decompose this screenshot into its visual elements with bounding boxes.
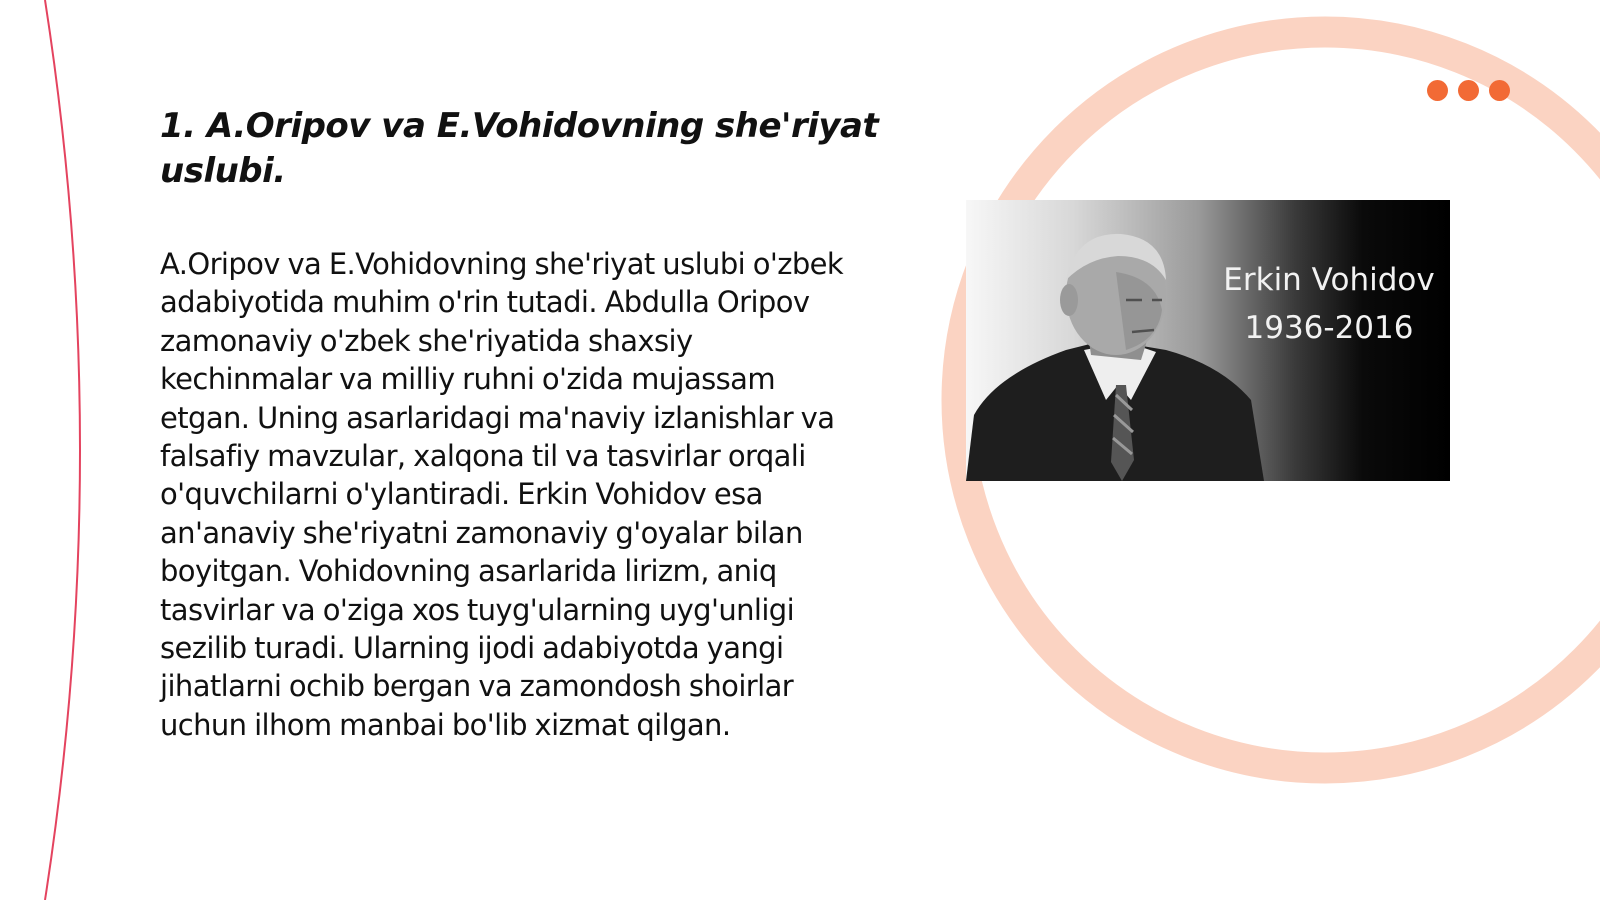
slide-paragraph: A.Oripov va E.Vohidovning she'riyat uslubi o'zbek adabiyotida muhim o'rin tutadi. Abdulla Oripov zamonaviy o'zbek she'riyatida shaxsiy kechinmalar va milliy ruhni o'zida mujassam etgan. Uning asarlaridagi ma'naviy izlanishlar va falsafiy mavzular, xalqona til va tasvirlar orqali o'quvchilarni o'ylantiradi. Erkin Vohidov esa an'anaviy she'riyatni zamonaviy g'oyalar bilan boyitgan. Vohidovning asarlarida lirizm, aniq tasvirlar va o'ziga xos tuyg'ularning uyg'unligi sezilib turadi. Ularning ijodi adabiyotda yangi jihatlarni ochib bergan va zamondosh shoirlar uchun ilhom manbai bo'lib xizmat qilgan. [160,247,844,742]
portrait-photo [966,200,1450,481]
photo-caption [1204,256,1450,352]
ellipsis-dots-icon [1427,80,1510,101]
slide-title: 1. A.Oripov va E.Vohidovning she'riyat uslubi. [160,106,879,191]
left-accent-line [45,0,80,900]
caption-years: 1936-2016 [1244,310,1414,346]
dot-icon [1427,80,1448,101]
dot-icon [1458,80,1479,101]
dot-icon [1489,80,1510,101]
caption-name: Erkin Vohidov [1223,262,1435,298]
